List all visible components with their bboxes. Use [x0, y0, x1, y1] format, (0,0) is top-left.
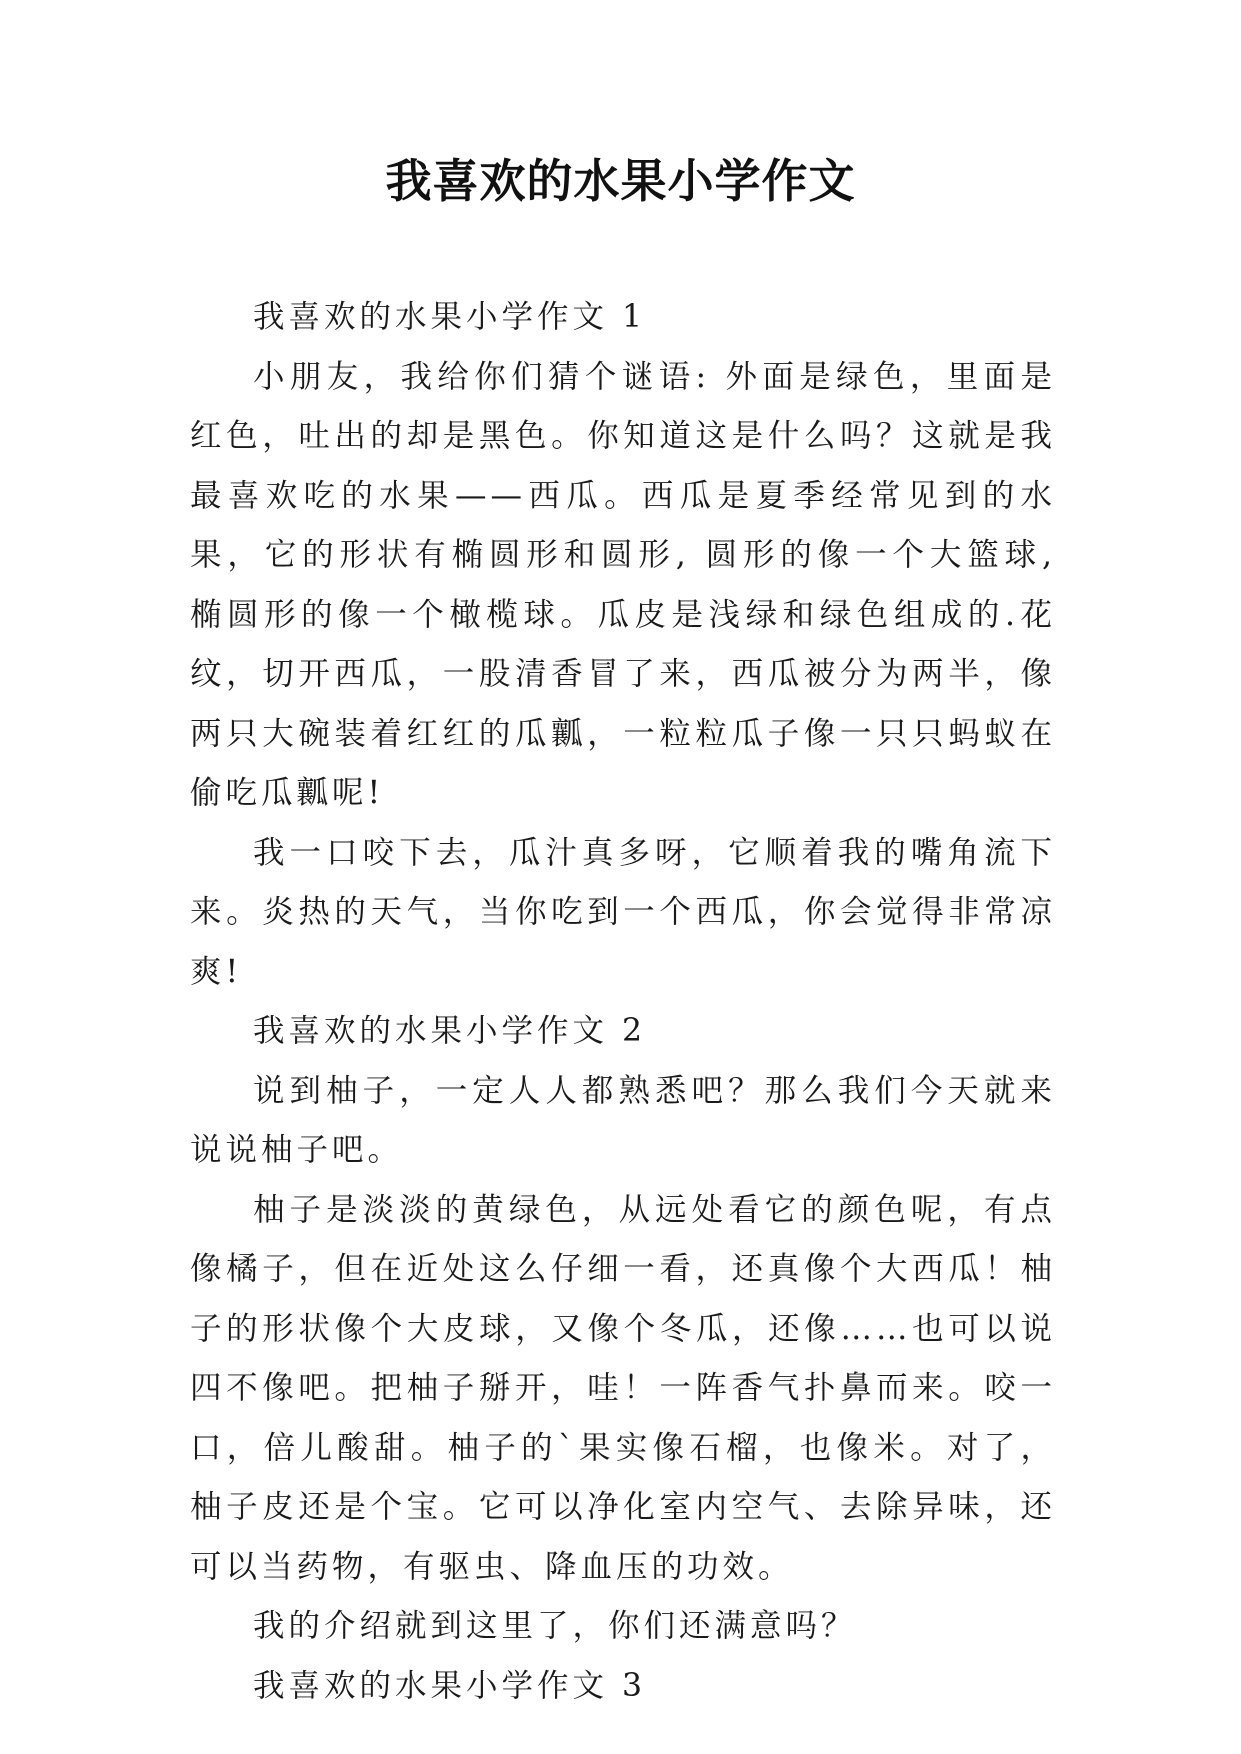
- essay-heading-1: 我喜欢的水果小学作文 1: [253, 299, 647, 335]
- paragraph: 柚子是淡淡的黄绿色，从远处看它的颜色呢，有点像橘子，但在近处这么仔细一看，还真像个大西瓜！柚子的形状像个大皮球，又像个冬瓜，还像……也可以说四不像吧。把柚子掰开，哇！一阵香气扑鼻而来。咬一口，倍儿酸甜。柚子的`果实像石榴，也像米。对了，柚子皮还是个宝。它可以净化室内空气、去除异味，还可以当药物，有驱虫、降血压的功效。: [190, 1191, 1056, 1585]
- paragraph: 小朋友，我给你们猜个谜语: 外面是绿色，里面是红色，吐出的却是黑色。你知道这是什么吗？这就是我最喜欢吃的水果——西瓜。西瓜是夏季经常见到的水果，它的形状有椭圆形和圆形, 圆形的像一个大篮球, 椭圆形的像一个橄榄球。瓜皮是浅绿和绿色组成的.花纹，切开西瓜，一股清香冒了来，西瓜被分为两半，像两只大碗装着红红的瓜瓤，一粒粒瓜子像一只只蚂蚁在偷吃瓜瓤呢!: [190, 358, 1056, 811]
- paragraph: 说到柚子，一定人人都熟悉吧？那么我们今天就来说说柚子吧。: [190, 1072, 1056, 1168]
- paragraph: 我的介绍就到这里了，你们还满意吗？: [253, 1608, 857, 1644]
- paragraph: 我一口咬下去，瓜汁真多呀，它顺着我的嘴角流下来。炎热的天气，当你吃到一个西瓜，你会觉得非常凉爽!: [190, 834, 1056, 990]
- essay-heading-2: 我喜欢的水果小学作文 2: [253, 1013, 647, 1049]
- document-title: 我喜欢的水果小学作文: [385, 154, 856, 208]
- document-body: [190, 288, 1056, 1716]
- essay-heading-3: 我喜欢的水果小学作文 3: [253, 1667, 647, 1704]
